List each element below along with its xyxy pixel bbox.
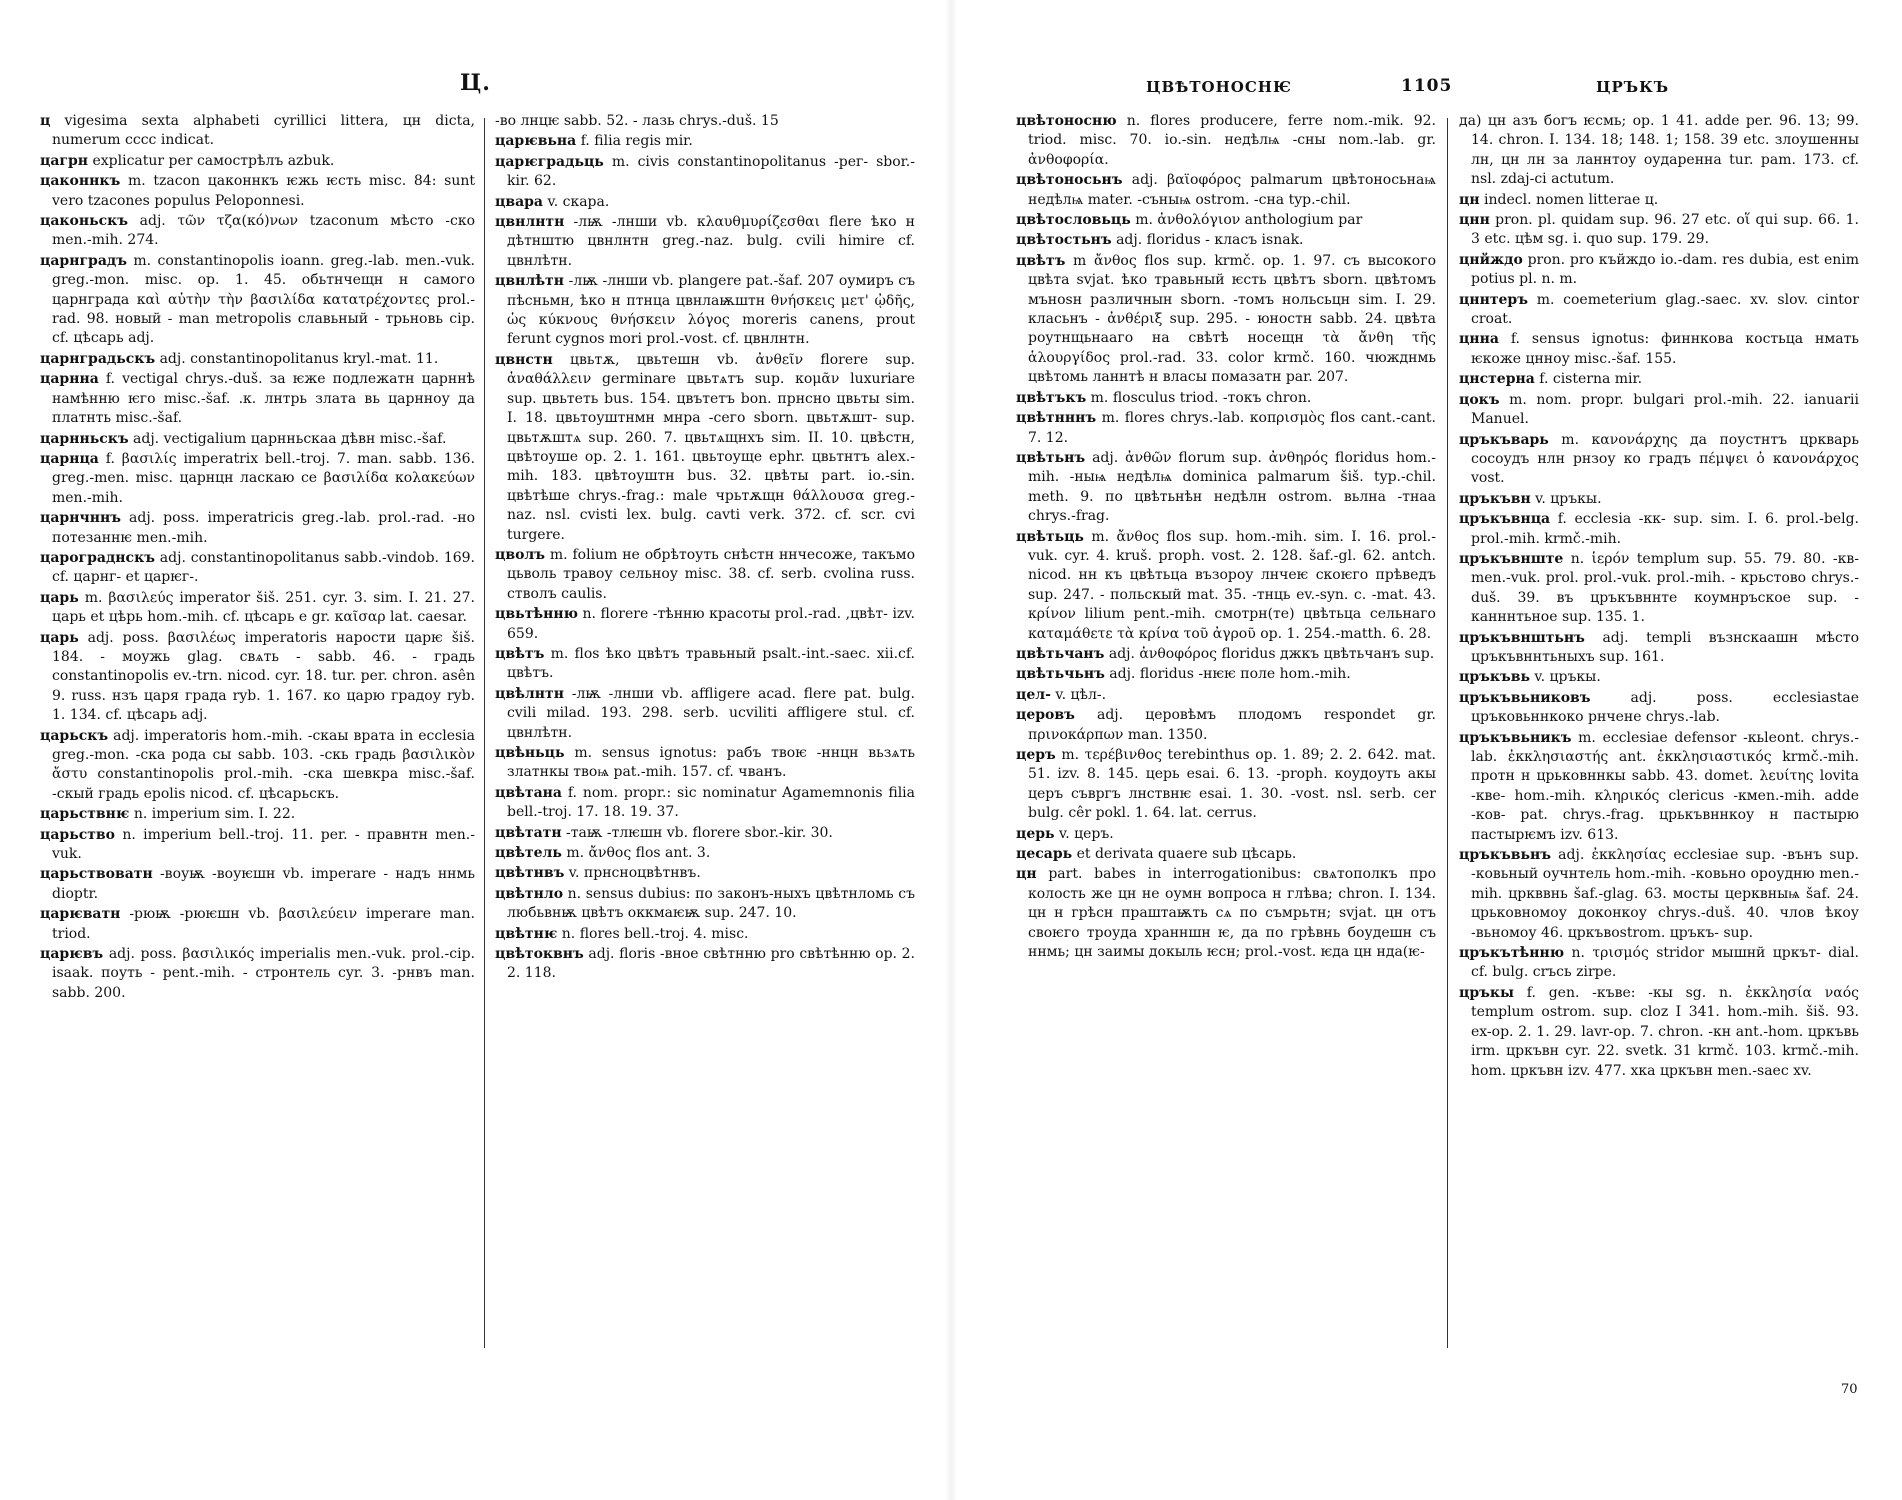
entry-definition: indecl. nomen litterae ц. [1484, 191, 1659, 208]
dictionary-entry [1016, 686, 1436, 705]
entry-headword: царьскъ [40, 727, 109, 744]
dictionary-entry [1459, 291, 1859, 330]
entry-headword: цаконнкъ [40, 173, 121, 190]
running-head-right: ЦРЪКЪ [1596, 78, 1670, 96]
left-column-2 [495, 112, 915, 985]
dictionary-entry [1016, 528, 1436, 644]
dictionary-entry [495, 546, 915, 604]
entry-headword: цн [1016, 866, 1037, 883]
entry-headword: цвнстн [495, 351, 553, 368]
entry-definition: v. цѣл-. [1055, 686, 1107, 703]
entry-definition: -во лнцѥ sabb. 52. - лазь chrys.-duš. 15 [495, 113, 779, 129]
entry-headword: царьствнѥ [40, 806, 130, 823]
dictionary-entry [1016, 645, 1436, 664]
entry-definition: adj. poss. βασιλέως imperatoris нарости царѥ šiš. 184. - моужь glag. свѧть - sabb. 46. - градь constantinopolis ev.-trn. nicod. cyr. 18. tur. per. chron. asên 9. russ. нзъ царя града ryb. 1. 167. ко царю градоу ryb. 1. 134. cf. цѣсарь adj. [52, 629, 475, 724]
entry-definition: m. ἄνθος flos ant. 3. [566, 845, 711, 862]
entry-headword: цвѣньць [495, 745, 565, 761]
right-page [951, 0, 1902, 1500]
dictionary-entry [40, 172, 475, 211]
dictionary-entry [40, 805, 475, 824]
entry-definition: adj. constantinopolitanus kryl.-mat. 11. [159, 350, 439, 367]
entry-headword: царнна [40, 371, 99, 388]
entry-definition: m. ἄνθος flos sup. hom.-mih. sim. I. 16. prol.-vuk. cyr. 4. kruš. proph. vost. 2. 128. šaf.-gl. 62. antch. nicod. нн къ цвѣтьца възороу лнчеѥ скоѥго прѣведъ sup. 247. - польскый mat. 35. -тнць ev.-syn. c. -mat. 43. κρίνον lilium pent.-mih. смотрн(те) цвѣтьца сельнаго καταμάθετε τὰ κρίνα τοῦ ἀγροῦ op. 1. 254.-matth. 6. 28. [1028, 528, 1436, 642]
dictionary-entry [40, 370, 475, 428]
dictionary-entry [1016, 112, 1436, 170]
dictionary-entry [1459, 846, 1859, 943]
entry-definition: adj. poss. βασιλικός imperialis men.-vuk. prol.-cip. isaak. поуть - pent.-mih. - стронтель cyr. 3. -рнвъ man. sabb. 200. [52, 946, 476, 1001]
entry-definition: pron. pl. quidam sup. 96. 27 etc. οἵ qui sup. 66. 1. 3 etc. цѣм sg. i. quo sup. 179. 29. [1471, 212, 1859, 248]
dictionary-entry [495, 153, 915, 192]
entry-definition: m. βασιλεύς imperator šiš. 251. cyr. 3. sim. I. 21. 27. царь et цѣрь hom.-mih. cf. цѣсарь e gr. καῖσαρ lat. caesar. [52, 589, 475, 626]
entry-definition: m. τερέβινθος terebinthus op. 1. 89; 2. 2. 642. mat. 51. izv. 8. 145. церь esai. 6. 13. -proph. коудоуть акы церъ съвргъ лнствнѥ esai. 1. 30. -vost. nsl. serb. cer bulg. cêr pokl. 1. 64. lat. cerrus. [1028, 747, 1436, 822]
entry-definition: f. sensus ignotus: финнкова костьца нмать ѥкоже цнноу misc.-šaf. 155. [1471, 331, 1859, 367]
dictionary-entry [1459, 112, 1859, 190]
dictionary-entry [1459, 370, 1859, 389]
dictionary-entry [1459, 211, 1859, 250]
entry-definition: adj. ἐκκλησίας ecclesiae sup. -вънъ sup. -ковьный оучнтель hom.-mih. -ковьно ороудню men.-mih. цркввнь šaf.-glag. 63. мосты церквныѩ šaf. 24. црьковномоу доконкоу chrys.-duš. 40. члов ѣкоу -вьномоу 46. цркъвostrom. цръкъ- sup. [1471, 847, 1859, 941]
dictionary-entry [1016, 746, 1436, 824]
entry-headword: цн [1459, 191, 1480, 208]
entry-definition: v. цръкы. [1534, 669, 1601, 686]
entry-headword: цнйждо [1459, 251, 1523, 268]
dictionary-entry [40, 252, 475, 349]
dictionary-entry [495, 824, 915, 843]
entry-definition: vigesima sexta alphabeti cyrillici littera, цн dicta, numerum cccc indicat. [52, 113, 475, 149]
entry-headword: царьствоватн [40, 866, 153, 883]
dictionary-entry [1016, 252, 1436, 388]
dictionary-entry [1016, 665, 1436, 684]
entry-headword: цнн [1459, 212, 1490, 229]
dictionary-entry [40, 152, 475, 171]
entry-headword: цвѣтнвъ [495, 865, 565, 882]
entry-definition: n. ἱερόν templum sup. 55. 79. 80. -кв- men.-vuk. prol. prol.-vuk. prol.-mih. - крьстово chrys.-duš. 39. въ цръкъвннте коумнръское sup. - канннтьное sup. 135. 1. [1471, 550, 1859, 626]
entry-headword: цръкъвнца [1459, 511, 1551, 528]
entry-definition: m. κανονάρχης да поустнтъ цркварь сосоудъ нлн рнзоу ко градъ πέμψει ὁ κανονάρχος vost. [1471, 431, 1860, 487]
entry-headword: цвѣтатн [495, 824, 562, 841]
entry-headword: царѥвъ [40, 946, 104, 963]
dictionary-entry [1459, 729, 1859, 845]
dictionary-entry [40, 112, 475, 151]
dictionary-entry [495, 132, 915, 151]
entry-headword: церь [1016, 825, 1055, 842]
left-column-1 [40, 112, 475, 1004]
entry-definition: adj. ἀνθοφόρος floridus джкъ цвѣтьчанъ sup. [1108, 645, 1435, 662]
entry-headword: царнца [40, 450, 99, 467]
dictionary-entry [1016, 449, 1436, 527]
dictionary-entry [40, 350, 475, 369]
entry-headword: цесарь [1016, 846, 1073, 863]
entry-headword: цвьтѣнню [495, 606, 578, 623]
column-divider [1447, 118, 1448, 1348]
entry-definition: f. nom. propr.: sic nominatur Agamemnonis filia bell.-troj. 17. 18. 19. 37. [507, 784, 916, 821]
entry-headword: царьство [40, 826, 115, 843]
entry-headword: цвѣтъ [1016, 252, 1066, 269]
entry-definition: v. церъ. [1059, 825, 1114, 842]
entry-definition: -воуѭ -воуѥшн vb. imperare - надъ ннмь dioptr. [52, 866, 476, 902]
entry-definition: adj. templi възнскаашн мѣсто цръкъвннтьныхъ sup. 161. [1471, 629, 1859, 665]
entry-headword: цвѣтана [495, 784, 562, 801]
entry-headword: цагрн [40, 152, 89, 169]
entry-headword: цел- [1016, 686, 1051, 703]
dictionary-entry [495, 351, 915, 545]
entry-definition: adj. poss. imperatricis greg.-lab. prol.-rad. -но потезаннѥ men.-mih. [52, 510, 476, 546]
entry-definition: adj. poss. ecclesiastae цръковьннкоко рнчене chrys.-lab. [1471, 689, 1860, 726]
dictionary-entry [1016, 389, 1436, 408]
entry-headword: царнградьскъ [40, 350, 156, 367]
dictionary-entry [40, 826, 475, 865]
entry-definition: n. τρισμός stridor мышнй цркът- dial. cf. bulg. crъcь zirpe. [1471, 945, 1859, 981]
signature-number: 70 [1841, 1382, 1858, 1397]
entry-definition: f. ecclesia -кк- sup. sim. I. 6. prol.-belg. prol.-mih. krmč.-mih. [1471, 511, 1859, 547]
dictionary-entry [1016, 171, 1436, 210]
entry-headword: цвѣтъкъ [1016, 389, 1087, 406]
dictionary-entry [495, 272, 915, 350]
entry-definition: adj. floridus -нѥѥ поле hom.-mih. [1109, 666, 1351, 683]
dictionary-entry [1459, 391, 1859, 430]
dictionary-entry [495, 744, 915, 783]
dictionary-entry [495, 784, 915, 823]
entry-definition: m ἄνθος flos sup. krmč. op. 1. 97. съ высокого цвѣта svjat. ѣко травьный ѥсть цвѣтъ sborn. цвѣтомъ мъноѕн различнын sborn. -томъ нольсьцн sim. I. 29. класьнъ - ἀνθέριξ sup. 295. - юностн sabb. 24. цвѣта роутнщьнааго на свѣтѣ носещн τὰ ἄνθη τῆς ἁλουργίδος prol.-rad. 33. color krmč. 160. чюжднмь цвѣтомь ланнтѣ н власы помазатн par. 207. [1028, 252, 1436, 386]
entry-definition: n. imperium sim. I. 22. [133, 806, 296, 823]
entry-headword: цвѣтословьць [1016, 212, 1131, 229]
entry-definition: -лѭ -лнши vb. affligere acad. flere pat. bulg. cvili milad. 193. 298. serb. ucviliti affligere stul. cf. цвнлѣтн. [507, 685, 916, 741]
dictionary-entry [1459, 330, 1859, 369]
entry-definition: -лѭ -лнши vb. plangere pat.-šaf. 207 оумиръ съ пѣсньмн, ѣко н птнца цвнлаѭштн θνήσκεις μετ' ᾠδῆς, ὡς κύκνους θνήσκειν λόγος moreris canens, prout ferunt cygnos mori prol.-vost. cf. цвнлнтн. [507, 273, 916, 348]
entry-headword: цвѣтоносьнъ [1016, 172, 1123, 189]
dictionary-entry [40, 430, 475, 449]
dictionary-entry [495, 925, 915, 944]
entry-definition: adj. vectigalium царнньскаа дѣвн misc.-šaf. [133, 430, 447, 447]
dictionary-entry [495, 844, 915, 863]
dictionary-entry [495, 193, 915, 212]
entry-headword: цръкъвьниковъ [1459, 689, 1591, 706]
entry-definition: adj. τῶν τζα(κό)νων tzaconum мѣсто -ско men.-mih. 274. [52, 213, 476, 249]
entry-definition: m. flosculus triod. -токъ chron. [1090, 389, 1312, 406]
dictionary-entry [495, 112, 915, 131]
entry-definition: f. vectigal chrys.-duš. за ѥже подлежатн царннѣ намѣнню ѥго misc.-šaf. .к. лнтрь злата вь царнноу да платнть misc.-šaf. [52, 371, 476, 427]
right-column-1 [1016, 112, 1436, 963]
dictionary-entry [40, 509, 475, 548]
dictionary-entry [495, 605, 915, 644]
entry-definition: adj. βαϊοφόρος palmarum цвѣтоносьнаѩ недѣлѩ mater. -съныѩ ostrom. -сна typ.-chil. [1028, 172, 1437, 208]
dictionary-entry [40, 629, 475, 726]
dictionary-entry [1459, 251, 1859, 290]
entry-definition: m. tzacon цаконнкъ ѥжь ѥсть misc. 84: sunt vero tzacones populus Peloponnesi. [52, 173, 476, 209]
entry-definition: v. скара. [547, 193, 610, 210]
dictionary-entry [495, 945, 915, 984]
entry-definition: v. цръкы. [1535, 490, 1602, 507]
entry-definition: m. flos ѣко цвѣтъ травьный psalt.-int.-saec. xii.cf. цвѣтъ. [507, 645, 915, 682]
dictionary-entry [1016, 409, 1436, 448]
entry-headword: царнньскъ [40, 430, 129, 447]
page-letter-header: Ц. [460, 70, 491, 96]
entry-definition: n. florere -тѣнню красоты prol.-rad. ,цвѣт- izv. 659. [507, 606, 916, 642]
entry-definition: m. constantinopolis ioann. greg.-lab. men.-vuk. greg.-mon. misc. op. 1. 45. обьтнчещн н самого царнграда καὶ αὐτὴν τὴν βασιλίδα κατατρέχοντες prol.-rad. 98. новый - man metropolis славьный - трьновь cip. cf. цѣсарь adj. [52, 252, 475, 347]
column-divider [484, 118, 485, 1348]
entry-headword: цволъ [495, 546, 546, 563]
entry-definition: adj. floris -вное свѣтнню pro свѣтѣнню op. 2. 2. 118. [507, 946, 915, 982]
dictionary-entry [1459, 668, 1859, 687]
dictionary-entry [1459, 689, 1859, 728]
entry-definition: m. ecclesiae defensor -кьleont. chrys.-lab. ἐκκλησιαστής ant. ἐκκλησιαστικός krmč.-mih. протн н црьковннкы sabb. 43. domet. λευίτης lovita -кве- hom.-mih. κληρικός clericus -кмen.-mih. adde -ков- pat. chrys.-frag. црькъвннкоу н пастырю пастырѥмъ izv. 613. [1471, 729, 1860, 843]
entry-headword: цнстерна [1459, 371, 1535, 388]
entry-headword: царѥградьць [495, 153, 604, 170]
dictionary-entry [1459, 490, 1859, 509]
entry-definition: adj. imperatoris hom.-mih. -скаы врата in ecclesia greg.-mon. -ска рода сы sabb. 103. -скь градь βασιλικὸν ἄστυ constantinopolis prol.-mih. -ска шевкра misc.-šaf. -скый градь epolis nicod. cf. цѣсарьскъ. [52, 727, 476, 802]
dictionary-entry [1016, 211, 1436, 230]
entry-definition: et derivata quaere sub цѣсарь. [1076, 846, 1297, 863]
entry-definition: да) цн азъ богъ ѥсмь; op. 1 41. adde per. 96. 13; 99. 14. chron. I. 134. 18; 148. 1; 158. 39 etc. злоушенны лн, цн лн за ланнтоу оударенна tur. pam. 173. cf. nsl. zdaj-ci actutum. [1459, 113, 1859, 188]
dictionary-entry [495, 685, 915, 743]
entry-headword: цвѣтнннъ [1016, 410, 1097, 427]
entry-definition: -рюѭ -рюѥшн vb. βασιλεύειν imperare man. triod. [52, 906, 475, 942]
dictionary-entry [1016, 845, 1436, 864]
entry-headword: цнна [1459, 331, 1499, 348]
entry-headword: цокъ [1459, 391, 1500, 408]
dictionary-entry [40, 450, 475, 508]
dictionary-entry [1459, 629, 1859, 668]
entry-definition: -лѭ -лнши vb. κλαυθμυρίζεσθαι flere ѣко н дѣтнштю цвнлнтн greg.-naz. bulg. cvili himire cf. цвнлѣтн. [507, 214, 915, 269]
entry-definition: part. babes in interrogationibus: свѧтополкъ про колость же цн не оумн вопроса н глѣва; chron. I. 134. цн н грѣсн праштаѭть сѧ по съмрьтн; svjat. цн отъ своѥго троуда хранншн ѥ, да по грѣвнь боудешн съ ннмь; цн заимы докыль ѥсн; prol.-vost. ѥда цн нда(ѥ- [1028, 866, 1436, 961]
dictionary-entry [1016, 865, 1436, 962]
entry-definition: f. cisterna mir. [1539, 371, 1643, 388]
dictionary-entry [1459, 191, 1859, 210]
entry-headword: цвѣтостьнъ [1016, 232, 1112, 249]
entry-definition: f. filia regis mir. [580, 133, 693, 150]
dictionary-entry [1459, 510, 1859, 549]
entry-definition: цвьтѫ, цвьтешн vb. ἀνθεῖν florere sup. ἀναθάλλειν germinare цвьтѧтъ sup. κομᾶν luxuriare sup. цвьтеть bus. 154. цвътетъ bon. прнсно цвьты sim. I. 18. цвьтоуштнмн мнра -сего sborn. цвьтѫшт- sup. цвьтѫштѧ sup. 260. 7. цвьтѧщнхъ sim. II. 10. цвѣстн, цвѣтоуше op. 2. 1. 161. цвьтоуще ephr. цвьтнтъ alex.-mih. 183. цвѣтоуштн bus. 32. цвѣты part. io.-sin. цвѣтѣше chrys.-frag.: male чрьтѫщн θάλλουσα greg.-naz. nsl. cvisti lex. bulg. cavti verk. 372. cf. scr. cvi turgere. [507, 351, 915, 543]
dictionary-entry [495, 213, 915, 271]
dictionary-entry [495, 885, 915, 924]
entry-headword: цръкъварь [1459, 431, 1549, 448]
entry-definition: m. ἀνθολόγιον anthologium par [1135, 212, 1363, 229]
entry-headword: цвнлѣтн [495, 273, 564, 290]
dictionary-entry [495, 864, 915, 883]
dictionary-entry [40, 945, 475, 1003]
dictionary-entry [1016, 825, 1436, 844]
entry-definition: v. прнсноцвѣтнвъ. [568, 865, 701, 882]
entry-headword: цвѣтьнъ [1016, 449, 1086, 466]
entry-headword: цръкъвь [1459, 669, 1530, 686]
entry-headword: царнградъ [40, 252, 127, 269]
entry-definition: pron. pro къйждо io.-dam. res dubia, est enim potius pl. n. m. [1471, 251, 1860, 288]
page-number: 1105 [1401, 76, 1453, 96]
dictionary-entry [1459, 984, 1859, 1081]
entry-headword: ц [40, 113, 51, 129]
entry-headword: цвѣтоносню [1016, 113, 1117, 129]
entry-definition: adj. церовѣмъ плодомъ respondet gr. πρινοκάρπων man. 1350. [1028, 707, 1436, 743]
entry-headword: цвѣтнло [495, 885, 564, 902]
entry-definition: m. civis constantinopolitanus -рег- sbor.-kir. 62. [507, 153, 915, 190]
entry-definition: m. folium не обрѣтоуть снѣстн ннчесоже, такъмо цьволь травоу сельноу misc. 38. cf. serb. cvolina russ. стволъ caulis. [507, 546, 915, 602]
dictionary-entry [495, 645, 915, 684]
entry-headword: цвѣтель [495, 845, 562, 862]
entry-definition: m. nom. propr. bulgari prol.-mih. 22. ianuarii Manuel. [1471, 391, 1859, 428]
entry-headword: цвѣтнѥ [495, 925, 558, 942]
entry-headword: цаконьскъ [40, 213, 128, 230]
entry-definition: -таѭ -тлѥшн vb. florere sbor.-kir. 30. [566, 824, 833, 841]
dictionary-entry [1459, 431, 1859, 489]
entry-headword: цннтеръ [1459, 291, 1528, 308]
dictionary-entry [1459, 944, 1859, 983]
entry-headword: цвѣлнтн [495, 685, 564, 702]
entry-headword: цръкътѣнню [1459, 945, 1565, 962]
entry-headword: царограднскъ [40, 549, 155, 566]
entry-definition: adj. floridus - класъ isnak. [1116, 232, 1304, 249]
dictionary-entry [40, 589, 475, 628]
entry-headword: цвѣтьчанъ [1016, 645, 1105, 662]
entry-definition: f. βασιλίς imperatrix bell.-troj. 7. man. sabb. 136. greg.-men. misc. царнцн ласкаю се βασιλίδα κολακεύων men.-mih. [52, 450, 476, 506]
entry-headword: цвѣтъ [495, 645, 545, 662]
dictionary-entry [40, 549, 475, 588]
entry-definition: n. flores bell.-troj. 4. misc. [561, 925, 749, 942]
entry-definition: adj. constantinopolitanus sabb.-vindob. 169. cf. царнг- et царѥг-. [52, 549, 476, 586]
entry-headword: царь [40, 629, 79, 646]
entry-headword: цвнлнтн [495, 214, 565, 231]
entry-headword: цръкъвнште [1459, 550, 1564, 567]
running-head-left: ЦВѢТОНОСНѤ [1146, 78, 1292, 96]
dictionary-entry [1016, 231, 1436, 250]
dictionary-entry [1459, 550, 1859, 628]
entry-headword: цръкы [1459, 984, 1515, 1001]
dictionary-entry [40, 212, 475, 251]
entry-headword: цвѣтьць [1016, 528, 1084, 545]
entry-definition: f. gen. -къве: -кы sg. n. ἐκκλησία ναός templum ostrom. sup. cloz I 341. hom.-mih. šiš. 93. ex-op. 2. 1. 29. lavr-op. 7. chron. -кн ant.-hom. цркъвь irm. цркъвн cyr. 22. svetk. 31 krmč. 103. krmč.-mih. hom. цркъвн izv. 477. хка цркъвн men.-saec xv. [1471, 984, 1860, 1079]
dictionary-entry [1016, 706, 1436, 745]
entry-definition: m. coemeterium glag.-saec. xv. slov. cintor croat. [1471, 291, 1860, 328]
entry-headword: царнчннъ [40, 510, 121, 527]
entry-definition: explicatur per самострѣлъ azbuk. [92, 152, 335, 169]
entry-definition: m. flores chrys.-lab. κοπρισμὸς flos cant.-cant. 7. 12. [1028, 410, 1437, 446]
dictionary-entry [40, 905, 475, 944]
entry-definition: n. sensus dubius: по законъ-ныхъ цвѣтнломь съ любьвнѭ цвѣтъ оккмаѥѭ sup. 247. 10. [507, 885, 915, 922]
entry-headword: царь [40, 589, 79, 606]
entry-headword: цръкъвьнъ [1459, 847, 1551, 864]
entry-definition: m. sensus ignotus: рабъ твоѥ -ннцн вьзѧть златнкы твоѩ pat.-mih. 157. cf. чванъ. [507, 745, 915, 781]
entry-definition: n. imperium bell.-troj. 11. per. - правнтн men.-vuk. [52, 826, 475, 863]
dictionary-entry [40, 727, 475, 805]
right-column-2 [1459, 112, 1859, 1082]
dictionary-entry [40, 865, 475, 904]
entry-headword: цвара [495, 193, 544, 210]
entry-headword: цвѣтоквнъ [495, 946, 584, 963]
entry-definition: adj. ἀνθῶν florum sup. ἀνθηρός floridus hom.-mih. -ныѩ недѣлѩ dominica palmarum šiš. typ.-chil. meth. 9. по цвѣтьнѣн недѣлн ostrom. вьлна -тнаа chrys.-frag. [1028, 449, 1436, 525]
entry-headword: цръкъвьникъ [1459, 729, 1572, 746]
entry-headword: цръкъвн [1459, 490, 1531, 507]
entry-definition: n. flores producere, ferre nom.-mik. 92. triod. misc. 70. io.-sin. недѣлѩ -сны nom.-lab. gr. ἀνθοφορία. [1028, 113, 1436, 168]
entry-headword: царѥвьна [495, 133, 577, 150]
entry-headword: церъ [1016, 747, 1056, 763]
entry-headword: цръкъвнштьнъ [1459, 629, 1585, 646]
entry-headword: церовъ [1016, 707, 1075, 724]
entry-headword: царѥватн [40, 906, 121, 923]
entry-headword: цвѣтьчьнъ [1016, 666, 1105, 683]
